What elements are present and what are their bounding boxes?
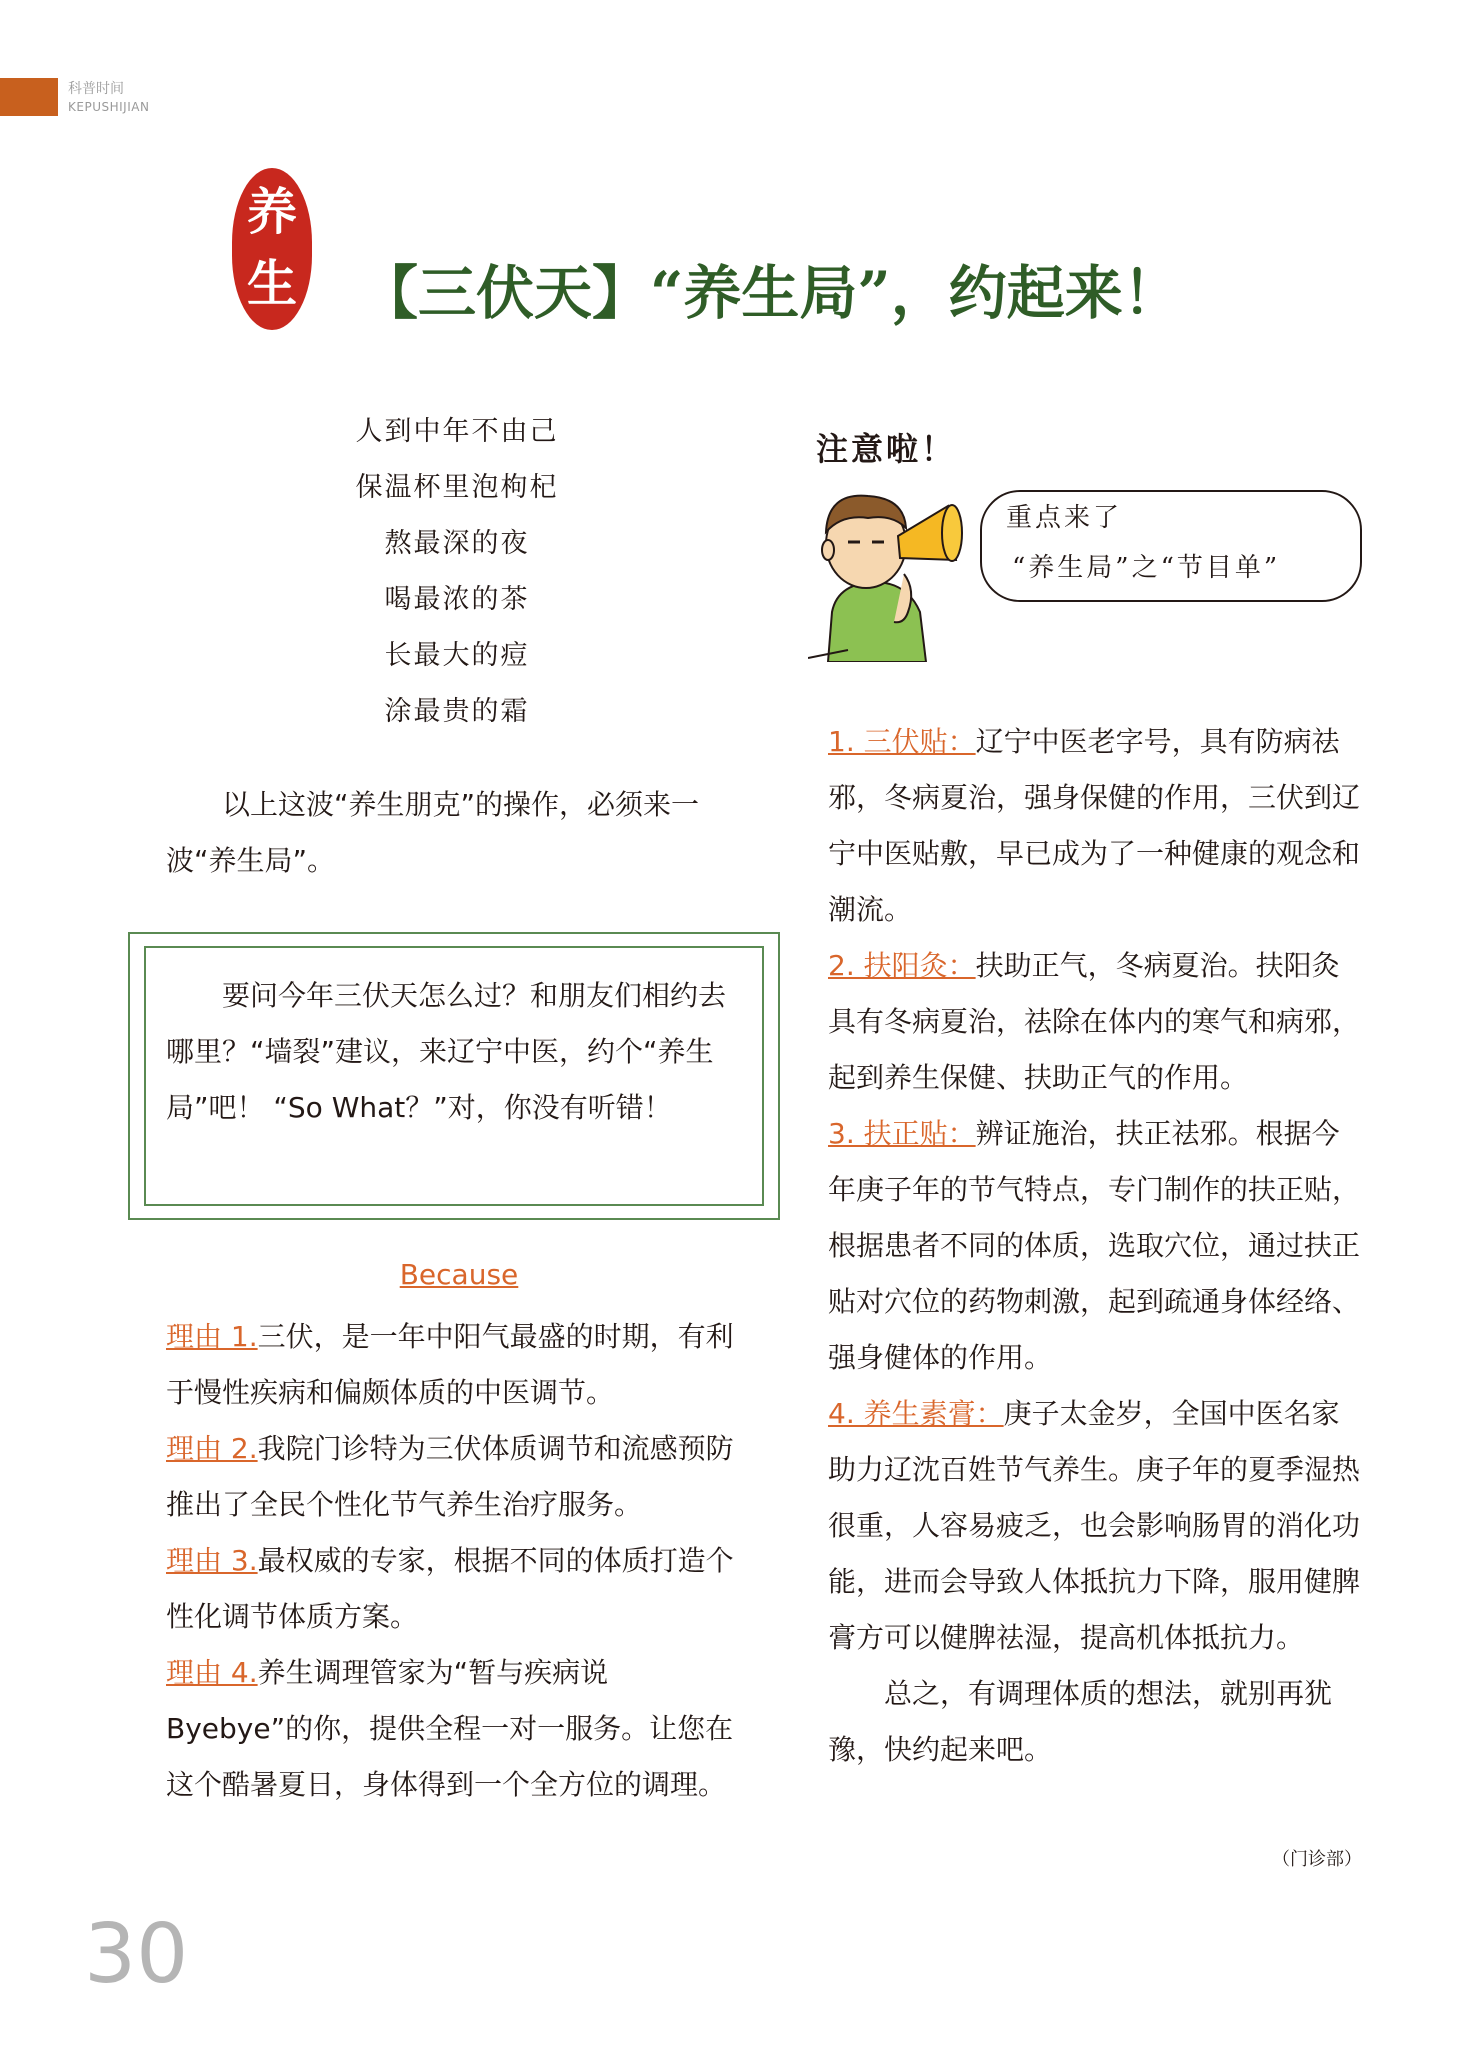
- poem-line: 长最大的痘: [384, 640, 530, 671]
- program-list: [828, 714, 1364, 1778]
- because-heading: Because: [399, 1258, 519, 1291]
- poem-line: 涂最贵的霜: [384, 696, 530, 727]
- poem-line: 保温杯里泡枸杞: [355, 472, 559, 503]
- article-title: 【三伏天】“养生局”，约起来！: [360, 259, 1181, 327]
- seal-text: [232, 176, 312, 320]
- megaphone-boy-illustration: [808, 462, 968, 662]
- program-text: 庚子太金岁，全国中医名家助力辽沈百姓节气养生。庚子年的夏季湿热很重，人容易疲乏，也会影响肠胃的消化功能，进而会导致人体抵抗力下降，服用健脾膏方可以健脾祛湿，提高机体抵抗力。: [828, 1397, 1361, 1654]
- department-signature: （门诊部）: [1272, 1849, 1362, 1870]
- poem-line: 熬最深的夜: [384, 528, 530, 559]
- program-text: 辨证施治，扶正祛邪。根据今年庚子年的节气特点，专门制作的扶正贴，根据患者不同的体质，选取穴位，通过扶正贴对穴位的药物刺激，起到疏通身体经络、强身健体的作用。: [828, 1117, 1361, 1374]
- section-name-en: KEPUSHIJIAN: [68, 100, 150, 114]
- poem: [300, 404, 614, 740]
- program-item: [828, 714, 1364, 938]
- bubble-line: “养生局”之“节目单”: [1012, 553, 1281, 583]
- reason-text: 我院门诊特为三伏体质调节和流感预防推出了全民个性化节气养生治疗服务。: [166, 1432, 734, 1521]
- reason-text: 养生调理管家为“暂与疾病说Byebye”的你，提供全程一对一服务。让您在这个酷暑夏日，身体得到一个全方位的调理。: [166, 1656, 734, 1801]
- reason-label: 理由 4.: [166, 1656, 258, 1689]
- program-text: 辽宁中医老字号，具有防病祛邪，冬病夏治，强身保健的作用，三伏到辽宁中医贴敷，早已成为了一种健康的观念和潮流。: [828, 725, 1361, 926]
- program-item: [828, 938, 1364, 1106]
- reasons-list: [166, 1309, 752, 1813]
- reason-text: 三伏，是一年中阳气最盛的时期，有利于慢性疾病和偏颇体质的中医调节。: [166, 1320, 734, 1409]
- reason-item: [166, 1645, 752, 1813]
- program-item: [828, 1106, 1364, 1386]
- reason-item: [166, 1533, 752, 1645]
- reason-item: [166, 1309, 752, 1421]
- seal-char-1: 养: [247, 182, 297, 241]
- conclusion-paragraph: 总之，有调理体质的想法，就别再犹豫，快约起来吧。: [828, 1677, 1333, 1766]
- bubble-line: 重点来了: [1006, 503, 1123, 533]
- program-item: [828, 1386, 1364, 1666]
- page-number: 30: [84, 1907, 189, 2002]
- intro-paragraph: 以上这波“养生朋克”的操作，必须来一波“养生局”。: [166, 788, 700, 877]
- note-box-text: 要问今年三伏天怎么过？和朋友们相约去哪里？“墙裂”建议，来辽宁中医，约个“养生局”吧！ “So What？”对，你没有听错！: [166, 979, 727, 1124]
- reason-text: 最权威的专家，根据不同的体质打造个性化调节体质方案。: [166, 1544, 734, 1633]
- reason-item: [166, 1421, 752, 1533]
- poem-line: 人到中年不由己: [355, 416, 559, 447]
- poem-line: 喝最浓的茶: [384, 584, 530, 615]
- notice-shout: 注意啦！: [816, 430, 957, 468]
- program-label: 4. 养生素膏：: [828, 1397, 1004, 1430]
- seal-char-2: 生: [247, 254, 297, 313]
- program-label: 2. 扶阳灸：: [828, 949, 976, 982]
- reason-label: 理由 2.: [166, 1432, 258, 1465]
- program-text: 扶助正气，冬病夏治。扶阳灸具有冬病夏治，祛除在体内的寒气和病邪，起到养生保健、扶助正气的作用。: [828, 949, 1361, 1094]
- section-name-cn: 科普时间: [68, 81, 124, 97]
- section-tab-bar: [0, 78, 58, 116]
- reason-label: 理由 3.: [166, 1544, 258, 1577]
- program-label: 1. 三伏贴：: [828, 725, 976, 758]
- program-label: 3. 扶正贴：: [828, 1117, 976, 1150]
- reason-label: 理由 1.: [166, 1320, 258, 1353]
